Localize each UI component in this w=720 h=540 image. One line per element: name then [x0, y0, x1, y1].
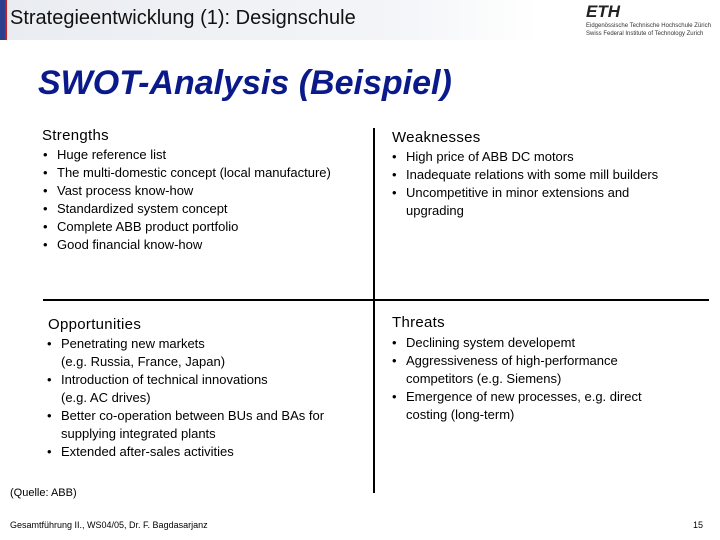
threats-list: [392, 334, 642, 424]
source-note: (Quelle: ABB): [10, 487, 77, 499]
opportunities-item-line: • Penetrating new markets: [61, 336, 205, 351]
page-title: SWOT-Analysis (Beispiel): [38, 64, 452, 102]
weaknesses-item: [392, 166, 658, 184]
opportunities-item: [47, 371, 324, 407]
weaknesses-item: [392, 184, 658, 220]
strengths-item: • The multi-domestic concept (local manufacture): [43, 164, 331, 182]
threats-item: [392, 352, 642, 388]
header-title: Strategieentwicklung (1): Designschule: [10, 7, 356, 29]
weaknesses-item-line: • Inadequate relations with some mill builders: [406, 167, 659, 182]
strengths-item: • Complete ABB product portfolio: [43, 218, 331, 236]
opportunities-item-line: (e.g. Russia, France, Japan): [61, 354, 226, 369]
slide-header: [0, 0, 720, 40]
strengths-item: • Standardized system concept: [43, 200, 331, 218]
weaknesses-item-line: • High price of ABB DC motors: [406, 149, 574, 164]
threats-item-line: competitors (e.g. Siemens): [406, 371, 562, 386]
threats-item: [392, 334, 642, 352]
page-number: 15: [692, 520, 703, 530]
strengths-list: [43, 146, 331, 254]
threats-item-line: • Declining system developemt: [406, 335, 576, 350]
weaknesses-list: [392, 148, 658, 220]
threats-item: [392, 388, 642, 424]
header-accent-stripe: [5, 0, 7, 40]
threats-title: Threats: [392, 314, 445, 331]
strengths-item: • Vast process know-how: [43, 182, 331, 200]
strengths-item: • Huge reference list: [43, 146, 331, 164]
threats-item-line: • Aggressiveness of high-performance: [406, 353, 618, 368]
footer-text: Gesamtführung II., WS04/05, Dr. F. Bagdasarjanz: [10, 520, 208, 530]
eth-logo-line2: Swiss Federal Institute of Technology Zurich: [586, 31, 704, 37]
opportunities-item-line: (e.g. AC drives): [61, 390, 151, 405]
threats-item-line: costing (long-term): [406, 407, 515, 422]
weaknesses-item-line: • Uncompetitive in minor extensions and: [406, 185, 630, 200]
weaknesses-item: [392, 148, 658, 166]
threats-item-line: • Emergence of new processes, e.g. direct: [406, 389, 642, 404]
opportunities-item-line: • Introduction of technical innovations: [61, 372, 268, 387]
opportunities-list: [47, 335, 324, 461]
quadrant-horizontal-divider: [43, 299, 709, 301]
opportunities-item: [47, 407, 324, 443]
strengths-title: Strengths: [42, 127, 109, 144]
opportunities-item-line: • Extended after-sales activities: [61, 444, 234, 459]
eth-logo: [586, 2, 712, 38]
opportunities-item: [47, 335, 324, 371]
weaknesses-title: Weaknesses: [392, 129, 481, 146]
opportunities-title: Opportunities: [48, 316, 142, 333]
weaknesses-item-line: upgrading: [406, 203, 464, 218]
opportunities-item: [47, 443, 324, 461]
quadrant-vertical-divider: [373, 128, 375, 493]
opportunities-item-line: supplying integrated plants: [61, 426, 216, 441]
strengths-item: • Good financial know-how: [43, 236, 331, 254]
eth-logo-mark: ETH: [586, 2, 620, 21]
eth-logo-line1: Eidgenössische Technische Hochschule Zürich: [586, 23, 711, 29]
opportunities-item-line: • Better co-operation between BUs and BAs for: [61, 408, 325, 423]
